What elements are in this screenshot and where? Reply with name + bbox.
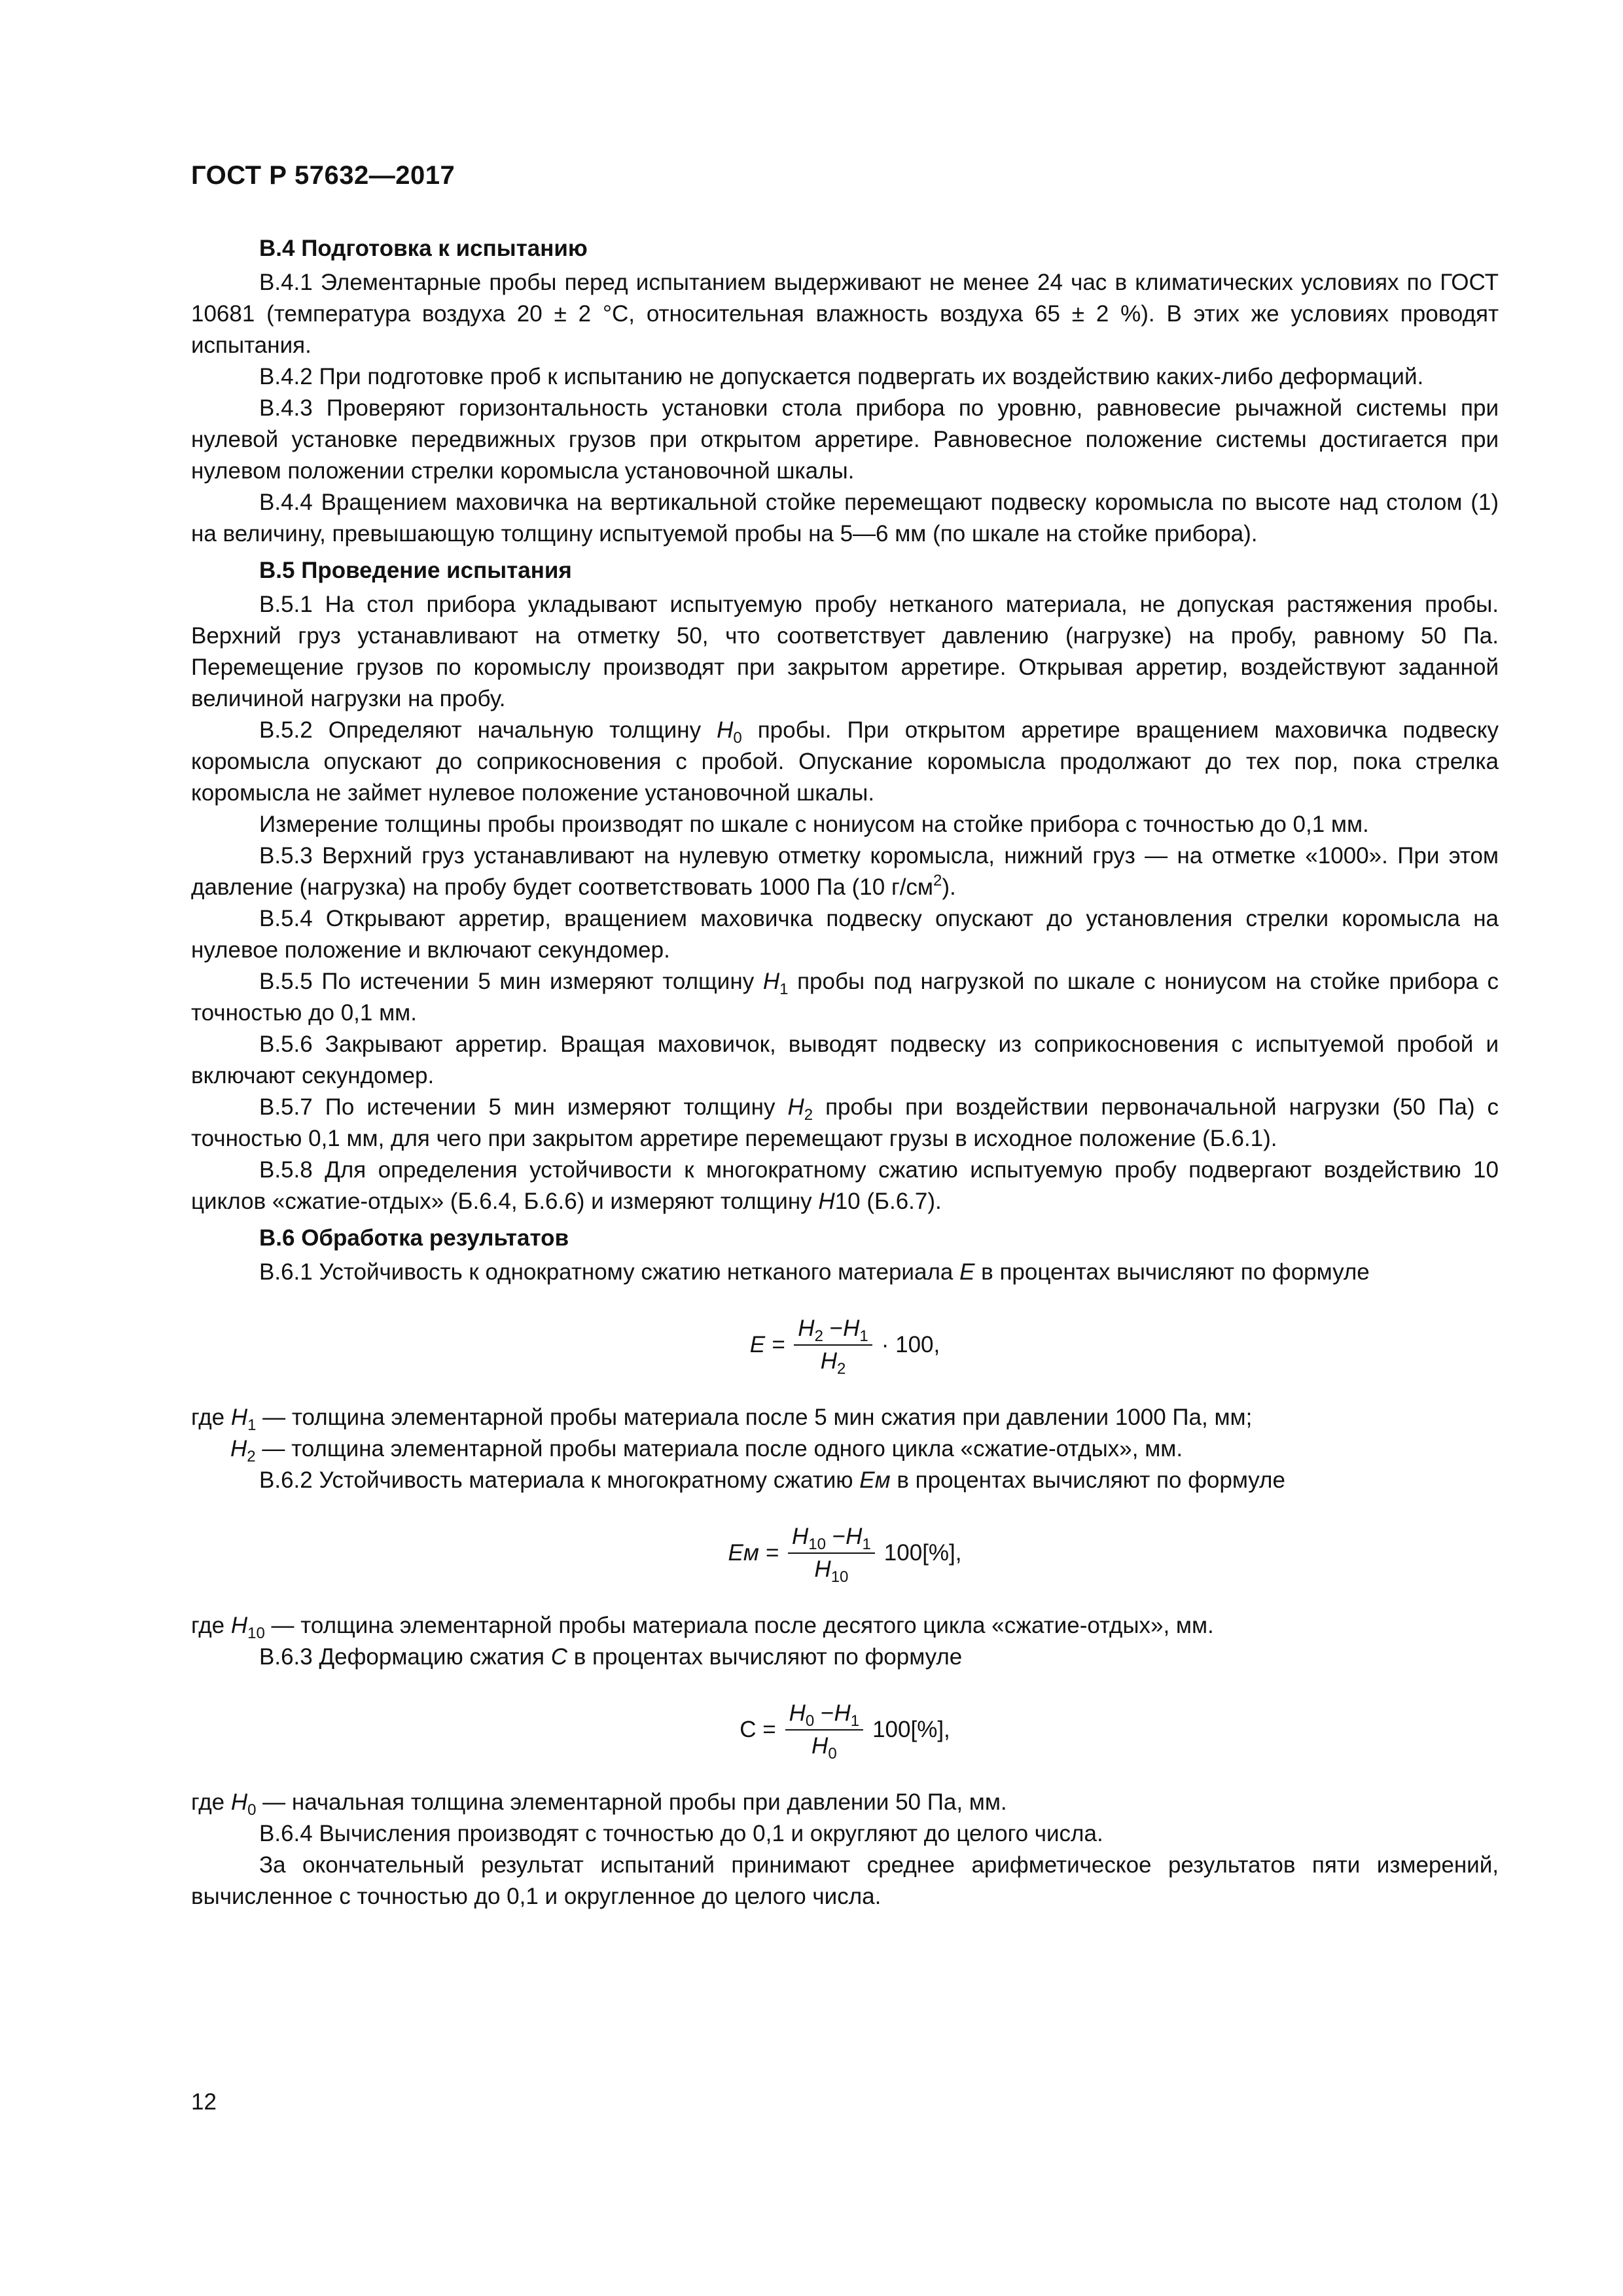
formula-tail: 100[%],	[872, 1717, 950, 1742]
formula-e	[191, 1314, 1499, 1376]
paragraph-b4-1: В.4.1 Элементарные пробы перед испытанием выдерживают не менее 24 час в климатических условиях по ГОСТ 10681 (температура воздуха 20 ± 2 °C, относительная влажность воздуха 65 ± 2 %). В этих же условиях проводят испытания.	[191, 270, 1499, 358]
where-h10: где $H_{10}$ — толщина элементарной пробы материала после десятого цикла «сжатие-отдых», мм.	[191, 1613, 1214, 1642]
paragraph-b5-1: В.5.1 На стол прибора укладывают испытуемую пробу нетканого материала, не допуская растяжения пробы. Верхний груз устанавливают на отметку 50, что соответствует давлению (нагрузке) на пробу, равному 50 Па. Перемещение грузов по коромыслу производят при закрытом арретире. Открывая арретир, воздействуют заданной величиной нагрузки на пробу.	[191, 592, 1499, 711]
formula-c	[191, 1699, 1499, 1761]
formula-lhs: Ем =	[728, 1540, 779, 1566]
paragraph-b5-3: В.5.3 Верхний груз устанавливают на нулевую отметку коромысла, нижний груз — на отметке «1000». При этом давление (нагрузка) на пробу будет соответствовать 1000 Па (10 $г/см^2$).	[191, 843, 1499, 900]
where-h2: $H_2$ — толщина элементарной пробы материала после одного цикла «сжатие-отдых», мм.	[230, 1436, 1183, 1465]
fraction	[785, 1699, 863, 1761]
document-body	[191, 228, 1499, 1912]
paragraph-final-result: За окончательный результат испытаний принимают среднее арифметическое результатов пяти измерений, вычисленное с точностью до 0,1 и округленное до целого числа.	[191, 1852, 1499, 1909]
paragraph-b5-2: В.5.2 Определяют начальную толщину $H_0$ пробы. При открытом арретире вращением маховичка подвеску коромысла опускают до соприкосновения с пробой. Опускание коромысла продолжают до тех пор, пока стрелка коромысла не займет нулевое положение установочной шкалы.	[191, 717, 1499, 806]
paragraph-b5-2-measure: Измерение толщины пробы производят по шкале с нониусом на стойке прибора с точностью до 0,1 мм.	[259, 812, 1369, 837]
where-h1: где $H_1$ — толщина элементарной пробы материала после 5 мин сжатия при давлении 1000 Па, мм;	[191, 1405, 1253, 1434]
denominator: $H_0$	[812, 1733, 837, 1763]
numerator: $H_{10} -H_1$	[788, 1522, 875, 1554]
formula-em	[191, 1522, 1499, 1584]
fraction	[788, 1522, 875, 1584]
paragraph-b4-3: В.4.3 Проверяют горизонтальность установки стола прибора по уровню, равновесие рычажной системы при нулевой установке передвижных грузов при открытом арретире. Равновесное положение системы достигается при нулевом положении стрелки коромысла установочной шкалы.	[191, 395, 1499, 484]
paragraph-b4-4: В.4.4 Вращением маховичка на вертикальной стойке перемещают подвеску коромысла по высоте над столом (1) на величину, превышающую толщину испытуемой пробы на 5—6 мм (по шкале на стойке прибора).	[191, 490, 1499, 547]
section-title-b5: В.5 Проведение испытания	[259, 558, 572, 583]
paragraph-b5-8: В.5.8 Для определения устойчивости к многократному сжатию испытуемую пробу подвергают воздействию 10 циклов «сжатие-отдых» (Б.6.4, Б.6.6) и измеряют толщину H10 (Б.6.7).	[191, 1157, 1499, 1214]
numerator: $H_0 -H_1$	[785, 1699, 863, 1731]
paragraph-b5-7: В.5.7 По истечении 5 мин измеряют толщину $H_2$ пробы при воздействии первоначальной нагрузки (50 Па) с точностью 0,1 мм, для чего при закрытом арретире перемещают грузы в исходное положение (Б.6.1).	[191, 1094, 1499, 1151]
document-header: ГОСТ Р 57632—2017	[191, 161, 455, 190]
paragraph-b6-2: В.6.2 Устойчивость материала к многократному сжатию Ем в процентах вычисляют по формуле	[259, 1467, 1285, 1493]
page-number: 12	[191, 2089, 217, 2115]
section-title-b6: В.6 Обработка результатов	[259, 1225, 569, 1251]
denominator: $H_{10}$	[814, 1556, 849, 1586]
where-h0: где $H_0$ — начальная толщина элементарной пробы при давлении 50 Па, мм.	[191, 1789, 1007, 1819]
paragraph-b4-2: В.4.2 При подготовке проб к испытанию не допускается подвергать их воздействию каких-либо деформаций.	[259, 364, 1424, 389]
paragraph-b5-4: В.5.4 Открывают арретир, вращением маховичка подвеску опускают до установления стрелки коромысла на нулевое положение и включают секундомер.	[191, 906, 1499, 963]
formula-tail: · 100,	[881, 1332, 940, 1357]
paragraph-b5-6: В.5.6 Закрывают арретир. Вращая маховичок, выводят подвеску из соприкосновения с испытуемой пробой и включают секундомер.	[191, 1031, 1499, 1088]
fraction	[794, 1314, 872, 1376]
paragraph-b5-5: В.5.5 По истечении 5 мин измеряют толщину $H_1$ пробы под нагрузкой по шкале с нониусом на стойке прибора с точностью до 0,1 мм.	[191, 969, 1499, 1026]
formula-lhs: C =	[740, 1717, 776, 1742]
formula-lhs: E =	[749, 1332, 785, 1357]
denominator: $H_2$	[820, 1348, 846, 1378]
paragraph-b6-1: В.6.1 Устойчивость к однократному сжатию нетканого материала E в процентах вычисляют по формуле	[259, 1259, 1370, 1285]
formula-tail: 100[%],	[883, 1540, 962, 1566]
numerator: $H_2 -H_1$	[794, 1314, 872, 1346]
paragraph-b6-3: В.6.3 Деформацию сжатия C в процентах вычисляют по формуле	[259, 1644, 963, 1670]
paragraph-b6-4: В.6.4 Вычисления производят с точностью до 0,1 и округляют до целого числа.	[259, 1821, 1103, 1846]
section-title-b4: В.4 Подготовка к испытанию	[259, 236, 588, 261]
